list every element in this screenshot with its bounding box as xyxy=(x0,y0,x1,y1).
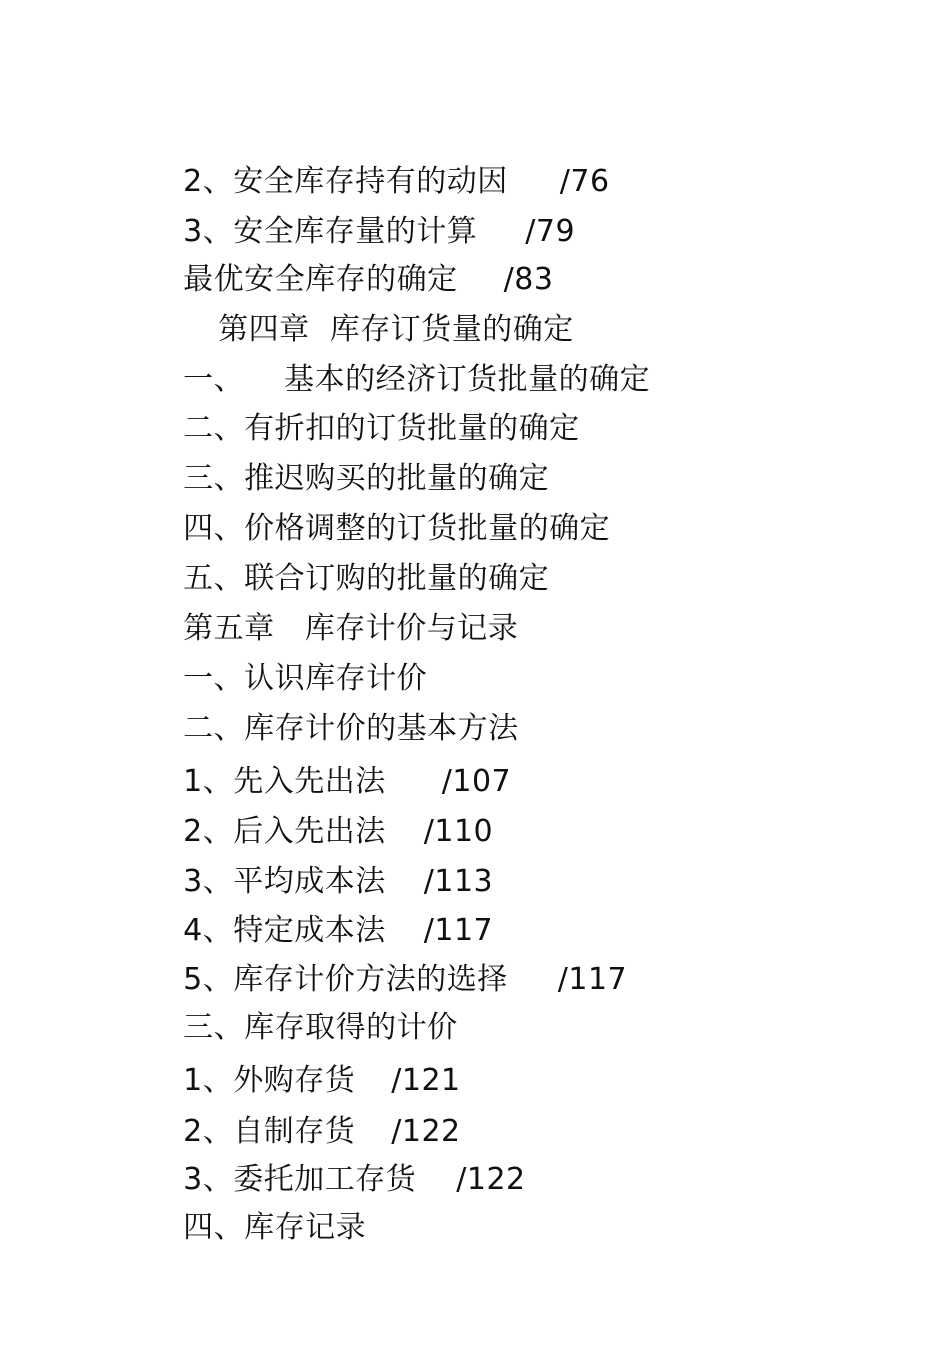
toc-entry-text: 一、认识库存计价 xyxy=(183,661,428,696)
toc-entry-text: 二、有折扣的订货批量的确定 xyxy=(183,411,580,446)
toc-entry-text: 二、库存计价的基本方法 xyxy=(183,711,519,746)
toc-entry-text: 2、安全库存持有的动因 xyxy=(183,164,508,199)
toc-entry-text: 最优安全库存的确定 xyxy=(183,262,458,297)
toc-entry-text: 第五章 库存计价与记录 xyxy=(183,611,519,646)
toc-entry-text: 3、平均成本法 xyxy=(183,864,386,899)
toc-page-number: /107 xyxy=(441,764,512,799)
toc-entry xyxy=(143,1174,366,1282)
toc-entry-text: 1、外购存货 xyxy=(183,1063,356,1098)
toc-page-number: /117 xyxy=(557,962,628,997)
toc-entry-text: 2、自制存货 xyxy=(183,1114,356,1149)
toc-entry-text: 五、联合订购的批量的确定 xyxy=(183,561,550,596)
toc-page-number: /121 xyxy=(391,1063,461,1098)
toc-entry-text: 4、特定成本法 xyxy=(183,913,386,948)
toc-page-number: /79 xyxy=(525,214,576,249)
toc-entry-number: 一、 xyxy=(183,362,245,397)
toc-entry-text: 1、先入先出法 xyxy=(183,764,386,799)
toc-page-number: /83 xyxy=(503,262,554,297)
toc-page-number: /110 xyxy=(423,814,494,849)
toc-entry-text: 三、库存取得的计价 xyxy=(183,1010,458,1045)
toc-page-number: /122 xyxy=(391,1114,461,1149)
toc-page-number: /117 xyxy=(423,913,494,948)
toc-entry-text: 3、委托加工存货 xyxy=(183,1162,417,1197)
toc-entry-text: 3、安全库存量的计算 xyxy=(183,214,478,249)
toc-page-number: /122 xyxy=(456,1162,526,1197)
toc-entry-text: 基本的经济订货批量的确定 xyxy=(284,362,651,397)
toc-entry-text: 三、推迟购买的批量的确定 xyxy=(183,461,550,496)
toc-entry-text: 四、库存记录 xyxy=(183,1210,367,1245)
toc-entry-text: 第四章 库存订货量的确定 xyxy=(218,312,574,347)
toc-entry-text: 四、价格调整的订货批量的确定 xyxy=(183,511,611,546)
toc-page-number: /76 xyxy=(559,164,610,199)
toc-entry-text: 5、库存计价方法的选择 xyxy=(183,962,508,997)
toc-entry-text: 2、后入先出法 xyxy=(183,814,386,849)
toc-page-number: /113 xyxy=(423,864,494,899)
